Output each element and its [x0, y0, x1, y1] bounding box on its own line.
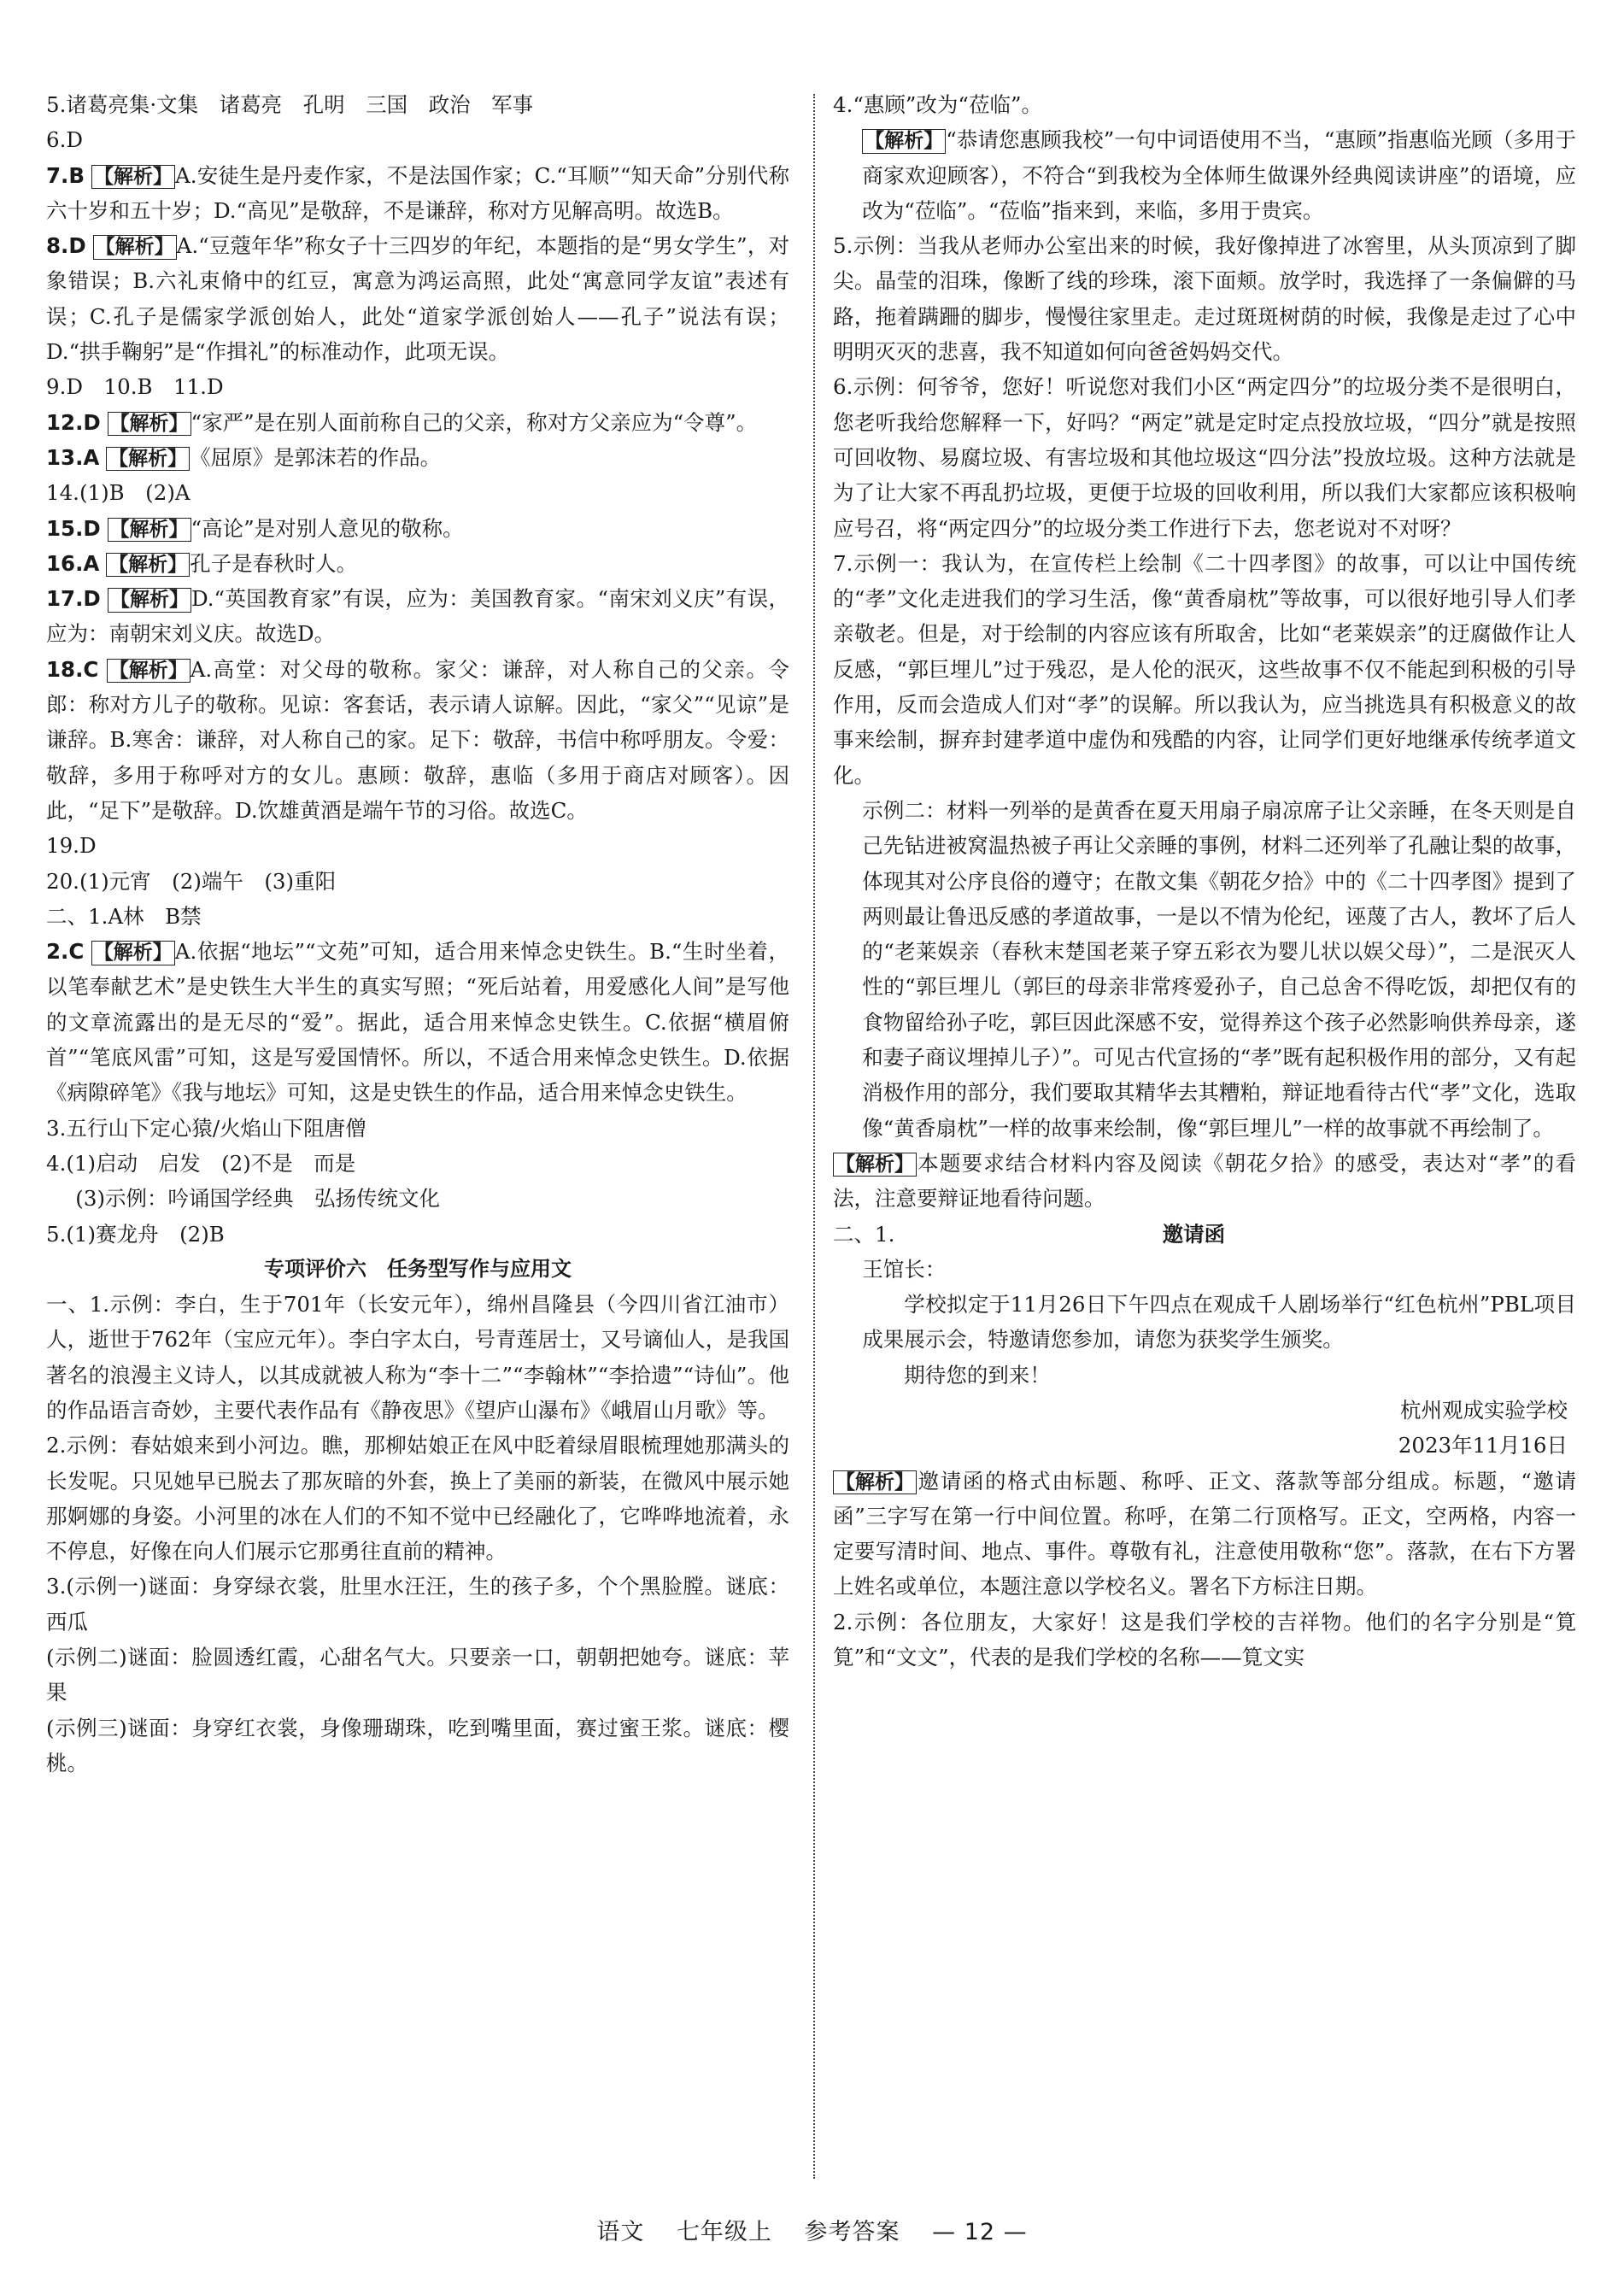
- answer-15-key: 15.D: [46, 515, 101, 541]
- answer-13-key: 13.A: [46, 444, 100, 470]
- letter-analysis-text: 邀请函的格式由标题、称呼、正文、落款等部分组成。标题，“邀请函”三字写在第一行中间位置。称呼，在第二行顶格写。正文，空两格，内容一定要写清时间、地点、事件。尊敬有礼，注意使用敬称“您”。落款，在右下方署上姓名或单位，本题注意以学校名义。署名下方标注日期。: [833, 1468, 1576, 1599]
- answer-r5: 5.示例：当我从老师办公室出来的时候，我好像掉进了冰窖里，从头顶凉到了脚尖。晶莹的泪珠，像断了线的珍珠，滚下面颊。放学时，我选择了一条偏僻的马路，拖着蹒跚的脚步，慢慢往家里走。走过斑斑树荫的时候，我像是走过了心中明明灭灭的悲喜，我不知道如何向爸爸妈妈交代。: [833, 233, 1576, 365]
- answer-7: [46, 158, 789, 229]
- task-3c: (示例三)谜面：身穿红衣裳，身像珊瑚珠，吃到嘴里面，赛过蜜王浆。谜底：樱桃。: [46, 1715, 789, 1775]
- answer-r7-text: 本题要求结合材料内容及阅读《朝花夕拾》的感受，表达对“孝”的看法，注意要辩证地看待问题。: [833, 1150, 1576, 1212]
- answer-16-text: 孔子是春秋时人。: [190, 550, 358, 576]
- answer-18: [46, 652, 789, 828]
- footer-page-number: — 12 —: [932, 2219, 1028, 2245]
- answer-17-text: D.“英国教育家”有误，应为：美国教育家。“南宋刘义庆”有误，应为：南朝宋刘义庆。故选D。: [46, 586, 790, 647]
- analysis-tag: 【解析】: [106, 553, 190, 577]
- answer-15-text: “高论”是对别人意见的敬称。: [191, 515, 464, 541]
- analysis-tag: 【解析】: [91, 941, 175, 965]
- task-2: 2.示例：春姑娘来到小河边。瞧，那柳姑娘正在风中眨着绿眉眼梳理她那满头的长发呢。只见她早已脱去了那灰暗的外套，换上了美丽的新装，在微风中展示她那婀娜的身姿。小河里的冰在人们的不知不觉中已经融化了，它哗哗地流着，永不停息，好像在向人们展示它那勇往直前的精神。: [46, 1433, 789, 1564]
- task-1: 一、1.示例：李白，生于701年（长安元年），绵州昌隆县（今四川省江油市）人，逝世于762年（宝应元年）。李白字太白，号青莲居士，又号谪仙人，是我国著名的浪漫主义诗人，以其成就被人称为“李十二”“李翰林”“李拾遗”“诗仙”。他的作品语言奇妙，主要代表作品有《静夜思》《望庐山瀑布》《峨眉山月歌》等。: [46, 1292, 789, 1423]
- answer-8-key: 8.D: [46, 233, 86, 259]
- answer-18-key: 18.C: [46, 656, 99, 682]
- analysis-tag: 【解析】: [108, 588, 191, 612]
- footer-label: 参考答案: [804, 2219, 900, 2245]
- answer-2-2-text: A.依据“地坛”“文苑”可知，适合用来悼念史铁生。B.“生时坐着，以笔奉献艺术”是史铁生大半生的真实写照；“死后站着，用爱感化人间”是写他的文章流露出的是无尽的“爱”。据此，适合用来悼念史铁生。C.依据“横眉俯首”“笔底风雷”可知，这是写爱国情怀。所以，不适合用来悼念史铁生。D.依据《病隙碎笔》《我与地坛》可知，这是史铁生的作品，适合用来悼念史铁生。: [46, 939, 789, 1106]
- answer-13: [46, 440, 789, 475]
- answer-19: 19.D: [46, 833, 97, 859]
- answer-6: 6.D: [46, 127, 84, 153]
- task-3b: (示例二)谜面：脸圆透红霞，心甜名气大。只要亲一口，朝朝把她夸。谜底：苹果: [46, 1645, 789, 1705]
- analysis-tag: 【解析】: [833, 1153, 917, 1177]
- answer-17: [46, 581, 789, 652]
- letter-analysis: [833, 1464, 1576, 1605]
- answer-2-2-key: 2.C: [46, 939, 85, 965]
- column-divider: [813, 94, 815, 2179]
- answer-14: 14.(1)B (2)A: [46, 480, 191, 506]
- answer-2-2: [46, 934, 789, 1110]
- answer-r7b: 示例二：材料一列举的是黄香在夏天用扇子扇凉席子让父亲睡，在冬天则是自己先钻进被窝温热被子再让父亲睡的事例，材料二还列举了孔融让梨的故事，体现其对公序良俗的遵守；在散文集《朝花夕拾》中的《二十四孝图》提到了两则最让鲁迅反感的孝道故事，一是以不情为伦纪，诬蔑了古人，教坏了后人的“老莱娱亲（春秋末楚国老莱子穿五彩衣为婴儿状以娱父母）”，二是泯灭人性的“郭巨埋儿（郭巨的母亲非常疼爱孙子，自己总舍不得吃饭，却把仅有的食物留给孙子吃，郭巨因此深感不安，觉得养这个孩子必然影响供养母亲，遂和妻子商议埋掉儿子）”。可见古代宣扬的“孝”既有起积极作用的部分，又有起消极作用的部分，我们要取其精华去其糟粕，辩证地看待古代“孝”文化，选取像“黄香扇枕”一样的故事来绘制，像“郭巨埋儿”一样的故事就不再绘制了。: [862, 797, 1576, 1141]
- analysis-tag: 【解析】: [862, 129, 946, 153]
- answer-r4-text: “恭请您惠顾我校”一句中词语使用不当，“惠顾”指惠临光顾（多用于商家欢迎顾客），不符合“到我校为全体师生做课外经典阅读讲座”的语境，应改为“莅临”。“莅临”指来到，来临，多用于贵宾。: [862, 127, 1576, 223]
- letter-close: 期待您的到来！: [904, 1362, 1051, 1388]
- right-column: [833, 87, 1576, 1675]
- answer-12-text: “家严”是在别人面前称自己的父亲，称对方父亲应为“令尊”。: [191, 409, 758, 435]
- analysis-tag: 【解析】: [108, 412, 191, 436]
- footer-subject: 语文: [596, 2219, 645, 2245]
- section-2-1-label: 二、1.: [833, 1221, 895, 1247]
- answer-7-key: 7.B: [46, 162, 85, 188]
- answer-5: 5.诸葛亮集·文集 诸葛亮 孔明 三国 政治 军事: [46, 92, 534, 117]
- analysis-tag: 【解析】: [107, 659, 191, 683]
- page-footer: [0, 2213, 1624, 2246]
- answer-2-4a: 4.(1)启动 启发 (2)不是 而是: [46, 1150, 356, 1176]
- footer-grade: 七年级上: [676, 2219, 772, 2245]
- letter-body: 学校拟定于11月26日下午四点在观成千人剧场举行“红色杭州”PBL项目成果展示会，特邀请您参加，请您为获奖学生颁奖。: [862, 1292, 1576, 1353]
- answer-r4: 4.“惠顾”改为“莅临”。: [833, 92, 1042, 117]
- analysis-tag: 【解析】: [91, 165, 175, 189]
- letter-date: 2023年11月16日: [1398, 1433, 1568, 1458]
- answer-20: 20.(1)元宵 (2)端午 (3)重阳: [46, 868, 337, 894]
- answer-7-text: A.安徒生是丹麦作家，不是法国作家；C.“耳顺”“知天命”分别代称六十岁和五十岁；D.“高见”是敬辞，不是谦辞，称对方见解高明。故选B。: [46, 162, 789, 223]
- answer-r4-analysis: [833, 122, 1576, 228]
- answer-2-1: 二、1.A林 B禁: [46, 903, 202, 929]
- answer-16-key: 16.A: [46, 550, 100, 576]
- answer-2-4b: (3)示例：吟诵国学经典 弘扬传统文化: [75, 1186, 440, 1212]
- answer-13-text: 《屈原》是郭沫若的作品。: [190, 444, 442, 470]
- left-column: [46, 87, 789, 1781]
- analysis-tag: 【解析】: [833, 1470, 917, 1494]
- answer-r6: 6.示例：何爷爷，您好！听说您对我们小区“两定四分”的垃圾分类不是很明白，您老听我给您解释一下，好吗？“两定”就是定时定点投放垃圾，“四分”就是按照可回收物、易腐垃圾、有害垃圾和其他垃圾这“四分法”投放垃圾。这种方法就是为了让大家不再乱扔垃圾，更便于垃圾的回收利用，所以我们大家都应该积极响应号召，将“两定四分”的垃圾分类工作进行下去，您老说对不对呀？: [833, 374, 1576, 541]
- analysis-tag: 【解析】: [106, 447, 190, 471]
- answer-r7a: 7.示例一：我认为，在宣传栏上绘制《二十四孝图》的故事，可以让中国传统的“孝”文化走进我们的学习生活，像“黄香扇枕”等故事，可以很好地引导人们孝亲敬老。但是，对于绘制的内容应该有所取舍，比如“老莱娱亲”的迂腐做作让人反感，“郭巨埋儿”过于残忍，是人伦的泯灭，这些故事不仅不能起到积极的引导作用，反而会造成人们对“孝”的误解。所以我认为，应当挑选具有积极意义的故事来绘制，摒弃封建孝道中虚伪和残酷的内容，让同学们更好地继承传统孝道文化。: [833, 550, 1576, 788]
- letter-section: [833, 1217, 1576, 1252]
- answer-8-text: A.“豆蔻年华”称女子十三四岁的年纪，本题指的是“男女学生”，对象错误；B.六礼束脩中的红豆，寓意为鸿运高照，此处“寓意同学友谊”表述有误；C.孔子是儒家学派创始人，此处“道家学派创始人——孔子”说法有误；D.“拱手鞠躬”是“作揖礼”的标准动作，此项无误。: [46, 233, 789, 365]
- answer-17-key: 17.D: [46, 586, 101, 612]
- letter-title: 邀请函: [1162, 1221, 1226, 1247]
- answer-12: [46, 405, 789, 440]
- answer-r7-analysis: [833, 1146, 1576, 1217]
- analysis-tag: 【解析】: [108, 518, 191, 542]
- answer-18-text: A.高堂：对父母的敬称。家父：谦辞，对人称自己的父亲。令郎：称对方儿子的敬称。见谅：客套话，表示请人谅解。因此，“家父”“见谅”是谦辞。B.寒舍：谦辞，对人称自己的家。足下：敬辞，书信中称呼朋友。令爱：敬辞，多用于称呼对方的女儿。惠顾：敬辞，惠临（多用于商店对顾客）。因此，“足下”是敬辞。D.饮雄黄酒是端午节的习俗。故选C。: [46, 656, 790, 823]
- answer-2-3: 3.五行山下定心猿/火焰山下阻唐僧: [46, 1115, 366, 1141]
- answer-r2: 2.示例：各位朋友，大家好！这是我们学校的吉祥物。他们的名字分别是“筧筧”和“文文”，代表的是我们学校的名称——筧文实: [833, 1609, 1576, 1670]
- answer-12-key: 12.D: [46, 409, 101, 435]
- answer-9-11: 9.D 10.B 11.D: [46, 374, 224, 400]
- letter-salutation: 王馆长：: [862, 1256, 947, 1282]
- answer-15: [46, 511, 789, 546]
- answer-16: [46, 546, 789, 581]
- section-heading: 专项评价六 任务型写作与应用文: [264, 1256, 572, 1281]
- task-3a: 3.(示例一)谜面：身穿绿衣裳，肚里水汪汪，生的孩子多，个个黑脸膛。谜底：西瓜: [46, 1574, 789, 1634]
- answer-8: [46, 228, 789, 369]
- analysis-tag: 【解析】: [93, 235, 177, 259]
- letter-sign: 杭州观成实验学校: [1400, 1397, 1568, 1423]
- answer-2-5: 5.(1)赛龙舟 (2)B: [46, 1221, 225, 1247]
